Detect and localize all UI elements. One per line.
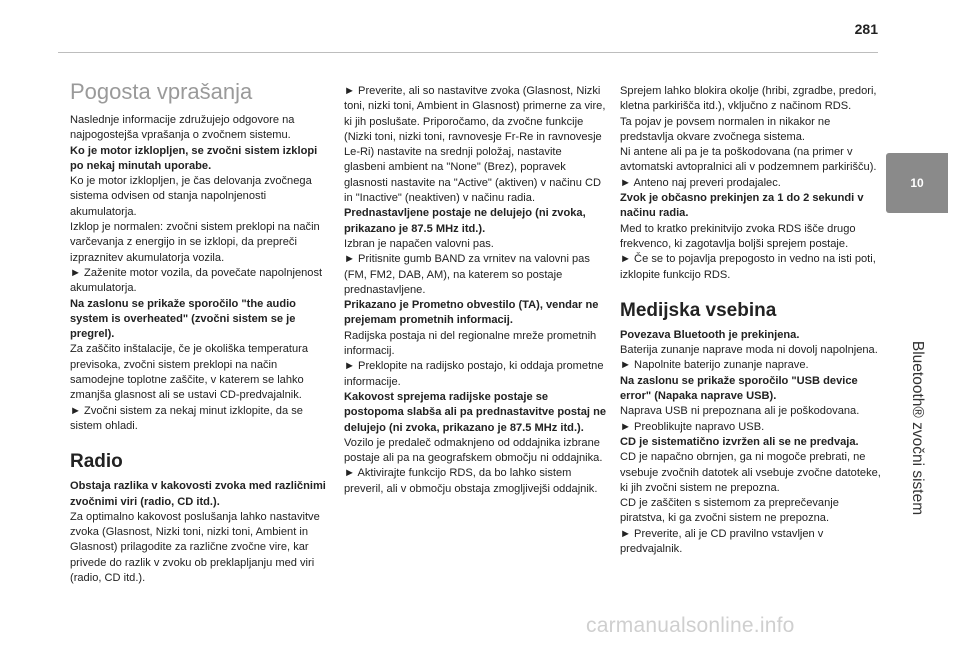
watermark: carmanualsonline.info	[586, 614, 795, 637]
page-number: 281	[854, 21, 878, 37]
answer: Ko je motor izklopljen, je čas delovanja zvočnega sistema odvisen od stanja napolnjenosti akumulatorja.	[70, 175, 312, 218]
answer: Sprejem lahko blokira okolje (hribi, zgradbe, predori, kletna parkirišča itd.), vključno z načinom RDS.	[620, 85, 877, 113]
section-title-faq: Pogosta vprašanja	[70, 79, 253, 104]
column-2	[344, 84, 606, 497]
action-step: ► Preverite, ali je CD pravilno vstavljen v predvajalnik.	[620, 527, 824, 556]
question: Prikazano je Prometno obvestilo (TA), vendar ne prejemam prometnih informacij.	[344, 299, 599, 327]
header-divider	[58, 52, 878, 53]
action-step: ► Preverite, ali so nastavitve zvoka (Glasnost, Nizki toni, nizki toni, Ambient in Glasnost) primerne za vire, ki jih poslušate. Priporočamo, da zvočne funkcije (Nizki toni, nizki toni, ravnovesje Fr-Re in ravnovesje Le-Ri) nastavite na srednji položaj, nastavite glasbeni ambient na "None" (Brez), popravek glasnosti nastavite na "Active" (aktiven) v načinu CD in "Inactive" (neaktiven) v načinu radia.	[344, 85, 606, 205]
answer: Za optimalno kakovost poslušanja lahko nastavitve zvoka (Glasnost, Nizki toni, nizki toni, Ambient in Glasnost) prilagodite za različne zvočne vire, kar privede do razlik v zvoku ob preklapljanju med viri (radio, CD itd.).	[70, 510, 320, 585]
answer: Izklop je normalen: zvočni sistem preklopi na način varčevanja z energijo in se izklopi, da prepreči izpraznitev akumulatorja vozila.	[70, 221, 320, 264]
answer: Ni antene ali pa je ta poškodovana (na primer v avtomatski avtopralnici ali v podzemnem parkirišču).	[620, 146, 877, 174]
question: Kakovost sprejema radijske postaje se postopoma slabša ali pa prednastavitve postaj ne delujejo (ni zvoka, prikazano je 87.5 MHz itd.).	[344, 390, 607, 434]
question: Ko je motor izklopljen, se zvočni sistem izklopi po nekaj minutah uporabe.	[70, 144, 318, 172]
question: CD je sistematično izvržen ali se ne predvaja.	[620, 435, 859, 448]
column-3	[620, 84, 882, 557]
column-1	[70, 79, 332, 586]
action-step: ► Pritisnite gumb BAND za vrnitev na valovni pas (FM, FM2, DAB, AM), na katerem so postaje prednastavljene.	[344, 253, 590, 296]
action-step: ► Anteno naj preveri prodajalec.	[620, 176, 781, 189]
answer: Ta pojav je povsem normalen in nikakor ne predstavlja okvare zvočnega sistema.	[620, 115, 831, 143]
question: Obstaja razlika v kakovosti zvoka med različnimi zvočnimi viri (radio, CD itd.).	[70, 480, 326, 508]
answer: Baterija zunanje naprave moda ni dovolj napolnjena.	[620, 344, 878, 357]
answer: Izbran je napačen valovni pas.	[344, 237, 494, 250]
answer: Naprava USB ni prepoznana ali je poškodovana.	[620, 405, 860, 418]
answer: Za zaščito inštalacije, če je okoliška temperatura previsoka, zvočni sistem preklopi na način samodejne toplotne zaščite, v katerem se lahko zmanjša glasnost ali se ustavi CD-predvajalnik.	[70, 343, 309, 402]
chapter-title: Bluetooth® zvočni sistem	[909, 340, 926, 516]
section-title-radio: Radio	[70, 451, 123, 473]
action-step: ► Preoblikujte napravo USB.	[620, 420, 765, 433]
section-title-media: Medijska vsebina	[620, 299, 777, 321]
question: Na zaslonu se prikaže sporočilo "USB device error" (Napaka naprave USB).	[620, 374, 858, 403]
answer: Radijska postaja ni del regionalne mreže prometnih informacij.	[344, 329, 597, 358]
action-step: ► Preklopite na radijsko postajo, ki oddaja prometne informacije.	[344, 360, 604, 388]
question: Zvok je občasno prekinjen za 1 do 2 sekundi v načinu radia.	[620, 192, 864, 220]
action-step: ► Če se to pojavlja prepogosto in vedno na isti poti, izklopite funkcijo RDS.	[620, 253, 876, 281]
intro-paragraph: Naslednje informacije združujejo odgovore na najpogostejša vprašanja o zvočnem sistemu.	[70, 114, 295, 142]
question: Povezava Bluetooth je prekinjena.	[620, 328, 800, 341]
question: Na zaslonu se prikaže sporočilo "the audio system is overheated" (zvočni sistem se je pregrel).	[70, 297, 296, 341]
answer: Med to kratko prekinitvijo zvoka RDS išče drugo frekvenco, ki zagotavlja boljši sprejem postaje.	[620, 222, 856, 250]
action-step: ► Napolnite baterijo zunanje naprave.	[620, 359, 809, 372]
answer: CD je zaščiten s sistemom za preprečevanje piratstva, ki ga zvočni sistem ne prepozna.	[620, 497, 839, 525]
question: Prednastavljene postaje ne delujejo (ni zvoka, prikazano je 87.5 MHz itd.).	[344, 207, 586, 235]
action-step: ► Zvočni sistem za nekaj minut izklopite, da se sistem ohladi.	[70, 404, 303, 432]
action-step: ► Zaženite motor vozila, da povečate napolnjenost akumulatorja.	[70, 266, 323, 295]
answer: CD je napačno obrnjen, ga ni mogoče prebrati, ne vsebuje zvočnih datotek ali vsebuje zvočne datoteke, ki jih zvočni sistem ne prepozna.	[620, 451, 881, 494]
action-step: ► Aktivirajte funkcijo RDS, da bo lahko sistem preveril, ali v območju obstaja zmogljivejši oddajnik.	[344, 467, 598, 495]
answer: Vozilo je predaleč odmaknjeno od oddajnika izbrane postaje ali pa na geografskem območju ni oddajnika.	[344, 436, 603, 465]
chapter-number: 10	[910, 176, 924, 190]
chapter-tab	[886, 153, 948, 213]
